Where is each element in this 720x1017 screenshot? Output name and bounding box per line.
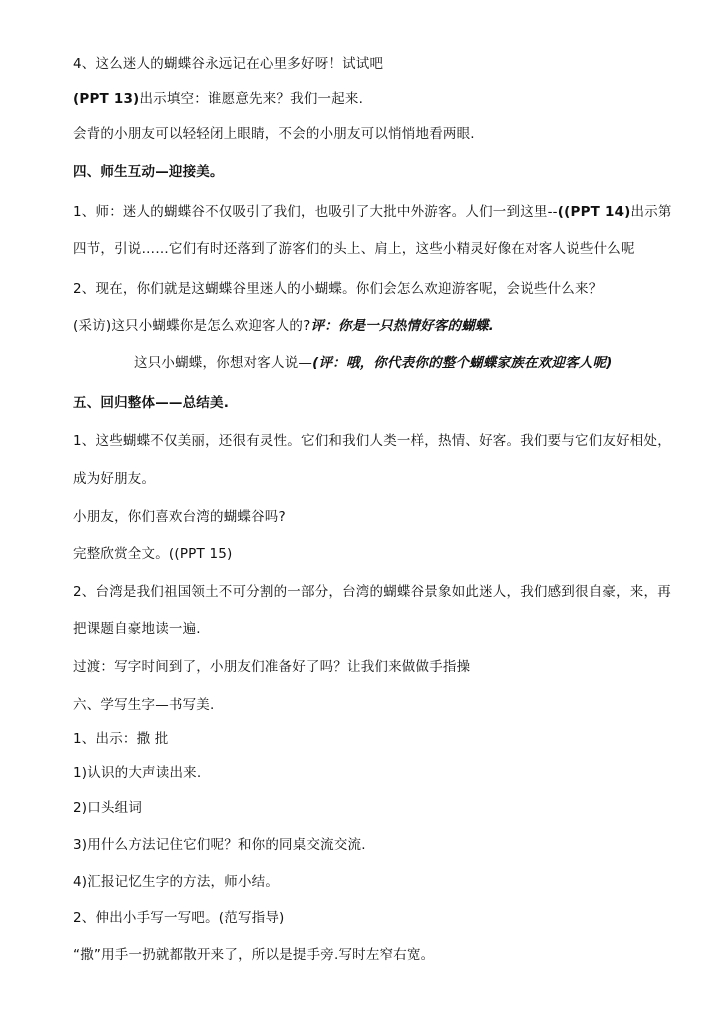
paragraph-line-3 (73, 125, 684, 143)
paragraph-line-14 (73, 545, 684, 563)
text: 4)汇报记忆生字的方法，师小结。 (73, 874, 280, 890)
paragraph-line-12 (73, 470, 684, 488)
paragraph-line-19 (73, 730, 684, 748)
text: 这只小蝴蝶，你想对客人说— (134, 355, 313, 371)
ppt-reference: ((PPT 14) (557, 204, 631, 220)
text: 把课题自豪地读一遍. (73, 621, 201, 637)
paragraph-line-9 (134, 354, 684, 372)
paragraph-line-7 (73, 280, 684, 298)
paragraph-line-24 (73, 909, 684, 927)
text: 4、这么迷人的蝴蝶谷永远记在心里多好呀！试试吧 (73, 56, 384, 72)
text: 1、出示：撒 批 (73, 731, 169, 747)
paragraph-line-11 (73, 432, 684, 450)
section-heading-4 (73, 163, 684, 181)
text: 2)口头组词 (73, 800, 143, 816)
text: 1、这些蝴蝶不仅美丽，还很有灵性。它们和我们人类一样，热情、好客。我们要与它们友好相处， (73, 433, 671, 449)
comment-text: (评：哦，你代表你的整个蝴蝶家族在欢迎客人呢) (312, 355, 613, 371)
paragraph-line-25 (73, 946, 684, 964)
heading-text: 五、回归整体——总结美. (73, 395, 230, 411)
paragraph-line-1 (73, 55, 684, 73)
text: 3)用什么方法记住它们呢？和你的同桌交流交流. (73, 837, 366, 853)
text: 1、师：迷人的蝴蝶谷不仅吸引了我们，也吸引了大批中外游客。人们一到这里-- (73, 204, 558, 220)
section-heading-6 (73, 696, 684, 714)
text: 出示第 (630, 204, 672, 220)
paragraph-line-22 (73, 836, 684, 854)
text: “撒”用手一扔就都散开来了，所以是提手旁.写时左窄右宽。 (73, 947, 435, 963)
text: 过渡：写字时间到了，小朋友们准备好了吗？让我们来做做手指操 (73, 659, 471, 675)
text: 出示填空：谁愿意先来？我们一起来. (139, 91, 364, 107)
text: 完整欣赏全文。((PPT 15) (73, 546, 233, 562)
paragraph-line-21 (73, 799, 684, 817)
section-heading-5 (73, 394, 684, 412)
paragraph-line-5 (73, 203, 684, 221)
text: 2、现在，你们就是这蝴蝶谷里迷人的小蝴蝶。你们会怎么欢迎游客呢，会说些什么来？ (73, 281, 603, 297)
paragraph-line-23 (73, 873, 684, 891)
paragraph-line-17 (73, 658, 684, 676)
heading-text: 六、学写生字—书写美. (73, 697, 215, 713)
paragraph-line-16 (73, 620, 684, 638)
comment-text: 评：你是一只热情好客的蝴蝶. (310, 318, 494, 334)
paragraph-line-8 (73, 317, 684, 335)
text: 小朋友，你们喜欢台湾的蝴蝶谷吗? (73, 509, 286, 525)
ppt-reference: (PPT 13) (73, 91, 140, 107)
text: 成为好朋友。 (73, 471, 156, 487)
paragraph-line-2 (73, 90, 684, 108)
paragraph-line-20 (73, 764, 684, 782)
text: 四节，引说……它们有时还落到了游客们的头上、肩上，这些小精灵好像在对客人说些什么呢 (73, 241, 635, 257)
text: 1)认识的大声读出来. (73, 765, 202, 781)
text: 会背的小朋友可以轻轻闭上眼睛，不会的小朋友可以悄悄地看两眼. (73, 126, 475, 142)
heading-text: 四、师生互动—迎接美。 (73, 164, 224, 180)
paragraph-line-13 (73, 508, 684, 526)
text: 2、伸出小手写一写吧。(范写指导) (73, 910, 285, 926)
text: (采访)这只小蝴蝶你是怎么欢迎客人的? (73, 318, 311, 334)
paragraph-line-6 (73, 240, 684, 258)
text: 2、台湾是我们祖国领土不可分割的一部分，台湾的蝴蝶谷景象如此迷人，我们感到很自豪，来，再 (73, 584, 671, 600)
paragraph-line-15 (73, 583, 684, 601)
